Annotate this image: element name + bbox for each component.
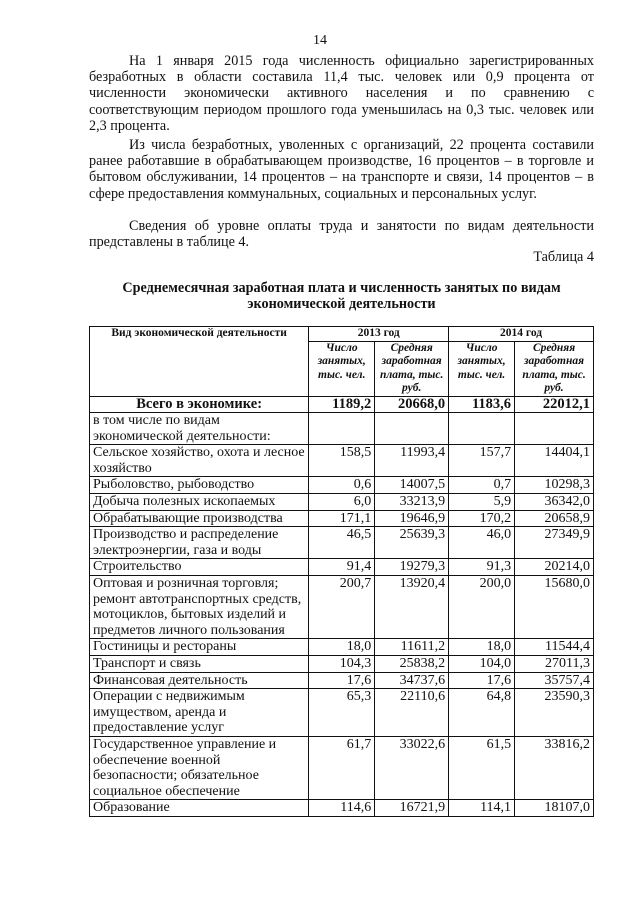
cell-employed-2013: 6,0 <box>309 494 375 511</box>
header-year-2014: 2014 год <box>449 327 594 342</box>
cell-wage-2013: 16721,9 <box>375 800 449 817</box>
cell-wage-2014: 27349,9 <box>515 527 594 559</box>
cell-wage-2014: 20214,0 <box>515 559 594 576</box>
total-wage-2014: 22012,1 <box>515 396 594 413</box>
cell-label: Государственное управление и обеспечение военной безопасности; обязательное социальное обеспечение <box>90 736 309 799</box>
header-year-2013: 2013 год <box>309 327 449 342</box>
cell-wage-2014: 36342,0 <box>515 494 594 511</box>
cell-wage-2013 <box>375 413 449 445</box>
cell-label: Гостиницы и рестораны <box>90 639 309 656</box>
cell-wage-2014: 35757,4 <box>515 672 594 689</box>
cell-label: Финансовая деятельность <box>90 672 309 689</box>
cell-wage-2013: 34737,6 <box>375 672 449 689</box>
cell-wage-2013: 25838,2 <box>375 656 449 673</box>
cell-wage-2014: 14404,1 <box>515 445 594 477</box>
cell-employed-2013: 0,6 <box>309 477 375 494</box>
table-row <box>90 445 594 477</box>
cell-wage-2013: 19279,3 <box>375 559 449 576</box>
table-row <box>90 736 594 799</box>
table-row <box>90 639 594 656</box>
cell-employed-2014: 5,9 <box>449 494 515 511</box>
cell-wage-2014 <box>515 413 594 445</box>
cell-employed-2013: 65,3 <box>309 689 375 737</box>
cell-wage-2014: 27011,3 <box>515 656 594 673</box>
cell-employed-2014: 0,7 <box>449 477 515 494</box>
table-row <box>90 477 594 494</box>
table-row <box>90 576 594 639</box>
page-number: 14 <box>313 33 327 48</box>
table-row <box>90 800 594 817</box>
cell-wage-2013: 14007,5 <box>375 477 449 494</box>
paragraph-table-reference: Сведения об уровне оплаты труда и занятости по видам деятельности представлены в таблице 4. <box>89 218 594 251</box>
cell-label: Сельское хозяйство, охота и лесное хозяйство <box>90 445 309 477</box>
cell-label: Строительство <box>90 559 309 576</box>
paragraph-dismissed: Из числа безработных, уволенных с организаций, 22 процента составили ранее работавшие в обрабатывающем производстве, 16 процентов – в торговле и бытовом обслуживании, 14 процентов – на транспорте и связи, 14 процентов – в сфере предоставления коммунальных, социальных и персональных услуг. <box>89 137 594 202</box>
cell-employed-2014: 104,0 <box>449 656 515 673</box>
cell-employed-2014: 157,7 <box>449 445 515 477</box>
cell-wage-2013: 33213,9 <box>375 494 449 511</box>
cell-employed-2014 <box>449 413 515 445</box>
cell-wage-2013: 33022,6 <box>375 736 449 799</box>
cell-wage-2014: 18107,0 <box>515 800 594 817</box>
cell-wage-2014: 10298,3 <box>515 477 594 494</box>
paragraph-unemployment: На 1 января 2015 года численность официально зарегистрированных безработных в области составила 11,4 тыс. человек или 0,9 процента от численности экономически активного населения и по сравнению с соответствующим периодом прошлого года уменьшилась на 0,3 тыс. человек или 2,3 процента. <box>89 53 594 134</box>
table-row <box>90 689 594 737</box>
table-row <box>90 672 594 689</box>
cell-employed-2013: 61,7 <box>309 736 375 799</box>
cell-employed-2013: 104,3 <box>309 656 375 673</box>
cell-employed-2013: 17,6 <box>309 672 375 689</box>
total-employed-2014: 1183,6 <box>449 396 515 413</box>
cell-wage-2014: 11544,4 <box>515 639 594 656</box>
cell-employed-2014: 61,5 <box>449 736 515 799</box>
cell-employed-2013: 171,1 <box>309 510 375 527</box>
cell-employed-2014: 200,0 <box>449 576 515 639</box>
cell-employed-2013: 46,5 <box>309 527 375 559</box>
cell-employed-2014: 91,3 <box>449 559 515 576</box>
header-activity: Вид экономической деятельности <box>90 327 309 397</box>
cell-label: в том числе по видам экономической деятельности: <box>90 413 309 445</box>
header-employed-2013: Число занятых, тыс. чел. <box>309 341 375 396</box>
header-employed-2014: Число занятых, тыс. чел. <box>449 341 515 396</box>
table-row <box>90 559 594 576</box>
cell-employed-2014: 46,0 <box>449 527 515 559</box>
cell-wage-2014: 15680,0 <box>515 576 594 639</box>
cell-wage-2013: 11611,2 <box>375 639 449 656</box>
cell-label: Транспорт и связь <box>90 656 309 673</box>
cell-employed-2014: 170,2 <box>449 510 515 527</box>
cell-wage-2013: 11993,4 <box>375 445 449 477</box>
cell-employed-2013: 200,7 <box>309 576 375 639</box>
cell-employed-2014: 17,6 <box>449 672 515 689</box>
cell-employed-2014: 18,0 <box>449 639 515 656</box>
cell-employed-2013: 158,5 <box>309 445 375 477</box>
cell-wage-2013: 22110,6 <box>375 689 449 737</box>
table-row-total <box>90 396 594 413</box>
cell-label: Образование <box>90 800 309 817</box>
cell-label: Оптовая и розничная торговля; ремонт автотранспортных средств, мотоциклов, бытовых изделий и предметов личного пользования <box>90 576 309 639</box>
cell-label: Операции с недвижимым имуществом, аренда и предоставление услуг <box>90 689 309 737</box>
cell-employed-2013 <box>309 413 375 445</box>
header-wage-2014: Средняя заработная плата, тыс. руб. <box>515 341 594 396</box>
wage-employment-table <box>89 326 594 817</box>
table-row <box>90 656 594 673</box>
table-row <box>90 510 594 527</box>
cell-wage-2014: 23590,3 <box>515 689 594 737</box>
cell-employed-2014: 114,1 <box>449 800 515 817</box>
cell-wage-2013: 19646,9 <box>375 510 449 527</box>
cell-employed-2013: 18,0 <box>309 639 375 656</box>
table-row <box>90 494 594 511</box>
total-wage-2013: 20668,0 <box>375 396 449 413</box>
cell-employed-2013: 114,6 <box>309 800 375 817</box>
cell-employed-2013: 91,4 <box>309 559 375 576</box>
cell-label: Производство и распределение электроэнергии, газа и воды <box>90 527 309 559</box>
cell-wage-2014: 20658,9 <box>515 510 594 527</box>
total-label: Всего в экономике: <box>90 396 309 413</box>
cell-label: Рыболовство, рыбоводство <box>90 477 309 494</box>
cell-label: Добыча полезных ископаемых <box>90 494 309 511</box>
table-row <box>90 413 594 445</box>
table-row <box>90 527 594 559</box>
table-title: Среднемесячная заработная плата и численность занятых по видам экономической деятельности <box>122 280 561 312</box>
header-wage-2013: Средняя заработная плата, тыс. руб. <box>375 341 449 396</box>
cell-employed-2014: 64,8 <box>449 689 515 737</box>
total-employed-2013: 1189,2 <box>309 396 375 413</box>
cell-wage-2014: 33816,2 <box>515 736 594 799</box>
table-label: Таблица 4 <box>533 249 594 265</box>
cell-wage-2013: 25639,3 <box>375 527 449 559</box>
cell-wage-2013: 13920,4 <box>375 576 449 639</box>
cell-label: Обрабатывающие производства <box>90 510 309 527</box>
